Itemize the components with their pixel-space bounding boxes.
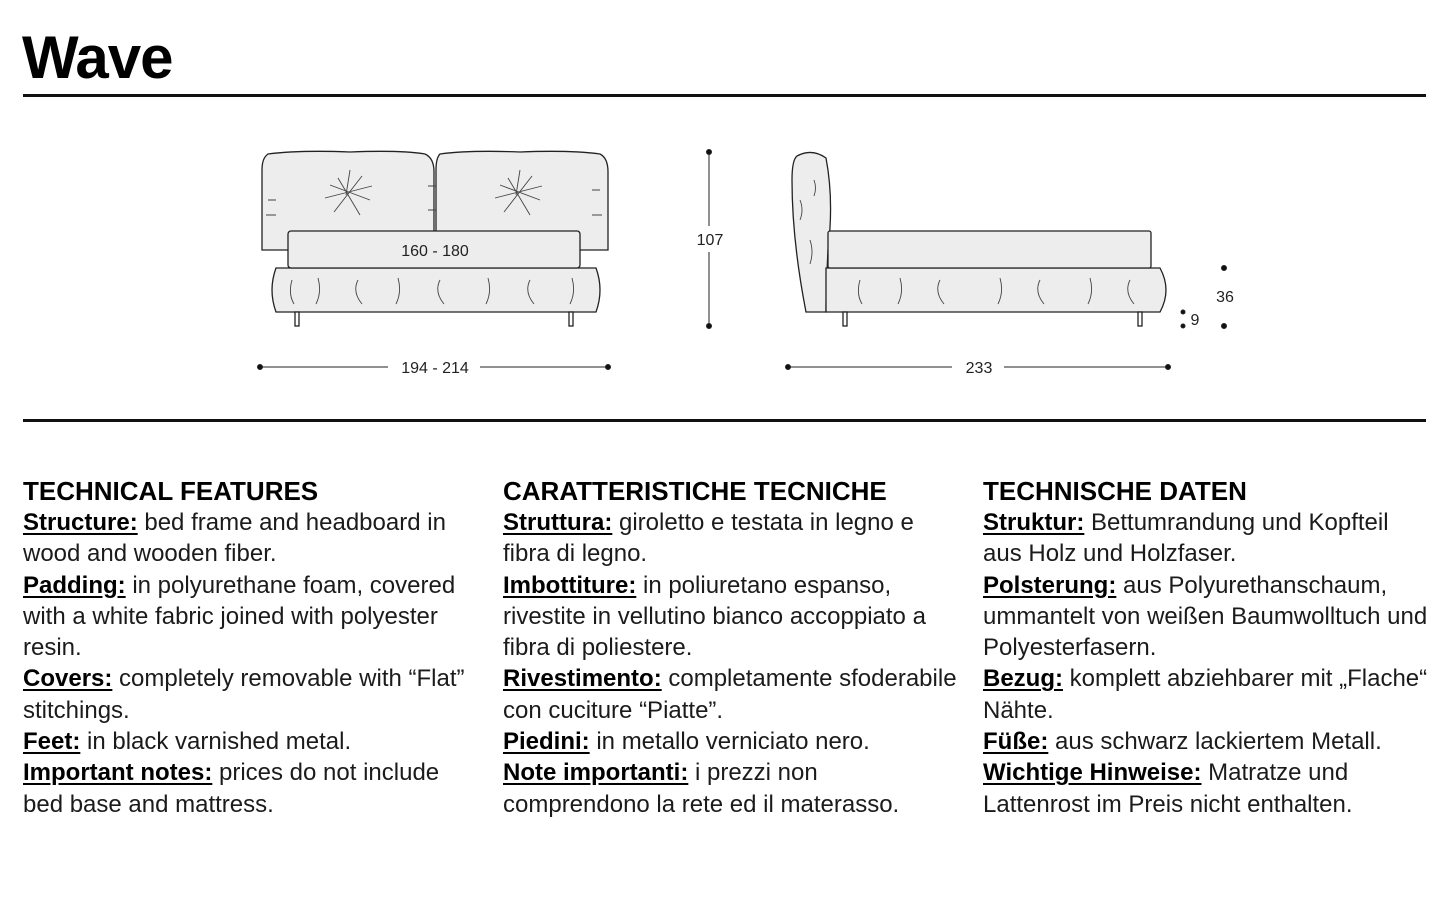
feature-structure bbox=[503, 507, 958, 570]
side-headboard bbox=[792, 152, 831, 312]
overall-width-label: 194 - 214 bbox=[401, 360, 469, 377]
feature-structure bbox=[983, 507, 1428, 570]
feature-label: Bezug: bbox=[983, 665, 1063, 693]
feature-notes bbox=[503, 757, 958, 820]
clearance-label: 9 bbox=[1190, 312, 1200, 329]
feature-covers bbox=[983, 663, 1428, 726]
feature-text: completely removable with “Flat” stitchings. bbox=[23, 665, 465, 724]
feature-text: giroletto e testata in legno e fibra di legno. bbox=[503, 509, 914, 568]
feature-label: Struktur: bbox=[983, 509, 1085, 536]
height-label: 107 bbox=[696, 232, 724, 249]
feature-text: Matratze und Lattenrost im Preis nicht enthalten. bbox=[983, 759, 1353, 818]
front-right-foot bbox=[569, 312, 573, 326]
side-left-foot bbox=[843, 312, 847, 326]
feature-label: Important notes: bbox=[23, 759, 213, 787]
middle-divider bbox=[23, 419, 1426, 422]
feature-label: Covers: bbox=[23, 665, 113, 693]
feature-feet bbox=[23, 726, 473, 757]
feature-label: Note importanti: bbox=[503, 759, 689, 787]
side-bed-base bbox=[826, 268, 1166, 312]
feature-label: Polsterung: bbox=[983, 571, 1117, 599]
feature-label: Piedini: bbox=[503, 728, 590, 756]
page-title: Wave bbox=[22, 24, 173, 91]
feature-text: aus schwarz lackiertem Metall. bbox=[1048, 728, 1382, 756]
bed-technical-drawing bbox=[0, 0, 1440, 420]
section-heading: TECHNICAL FEATURES bbox=[23, 476, 319, 506]
feature-feet bbox=[983, 726, 1428, 757]
feature-label: Rivestimento: bbox=[503, 665, 662, 693]
feature-text: komplett abziehbarer mit „Flache“ Nähte. bbox=[983, 665, 1428, 724]
feature-text: in polyurethane foam, covered with a white fabric joined with polyester resin. bbox=[23, 571, 456, 662]
feature-notes bbox=[23, 757, 473, 820]
front-bed-base bbox=[272, 268, 600, 312]
side-view-drawing bbox=[792, 152, 1166, 326]
feature-text: i prezzi non comprendono la rete ed il materasso. bbox=[503, 759, 900, 818]
feature-text: Bettumrandung und Kopfteil aus Holz und Holzfaser. bbox=[983, 509, 1389, 568]
feature-text: aus Polyurethanschaum, ummantelt von weißen Baumwolltuch und Polyesterfasern. bbox=[983, 571, 1428, 662]
feature-text: in black varnished metal. bbox=[80, 728, 352, 756]
feature-padding bbox=[983, 570, 1428, 664]
features-column-english bbox=[23, 476, 473, 820]
feature-text: completamente sfoderabile con cuciture “Piatte”. bbox=[503, 665, 957, 724]
features-column-german bbox=[983, 476, 1428, 820]
frame-height-label: 36 bbox=[1216, 289, 1234, 306]
side-right-foot bbox=[1138, 312, 1142, 326]
front-view-drawing bbox=[262, 151, 608, 326]
feature-label: Feet: bbox=[23, 728, 81, 756]
feature-padding bbox=[503, 570, 958, 664]
features-column-italian bbox=[503, 476, 958, 820]
feature-covers bbox=[23, 663, 473, 726]
front-left-foot bbox=[295, 312, 299, 326]
feature-text: prices do not include bed base and mattress. bbox=[23, 759, 440, 818]
feature-label: Füße: bbox=[983, 728, 1049, 756]
feature-text: bed frame and headboard in wood and wooden fiber. bbox=[23, 509, 446, 568]
feature-text: in poliuretano espanso, rivestite in vellutino bianco accoppiato a fibra di poliestere. bbox=[503, 571, 926, 662]
feature-label: Structure: bbox=[23, 509, 138, 536]
feature-padding bbox=[23, 570, 473, 664]
feature-feet bbox=[503, 726, 958, 757]
feature-label: Wichtige Hinweise: bbox=[983, 759, 1202, 787]
feature-notes bbox=[983, 757, 1428, 820]
feature-structure bbox=[23, 507, 473, 570]
feature-label: Struttura: bbox=[503, 509, 613, 536]
section-heading: CARATTERISTICHE TECNICHE bbox=[503, 476, 887, 506]
length-label: 233 bbox=[965, 360, 993, 377]
feature-label: Padding: bbox=[23, 571, 126, 599]
mattress-width-label: 160 - 180 bbox=[401, 243, 469, 260]
feature-covers bbox=[503, 663, 958, 726]
feature-label: Imbottiture: bbox=[503, 571, 637, 599]
section-heading: TECHNISCHE DATEN bbox=[983, 476, 1247, 506]
side-mattress bbox=[828, 231, 1151, 268]
feature-text: in metallo verniciato nero. bbox=[589, 728, 870, 756]
